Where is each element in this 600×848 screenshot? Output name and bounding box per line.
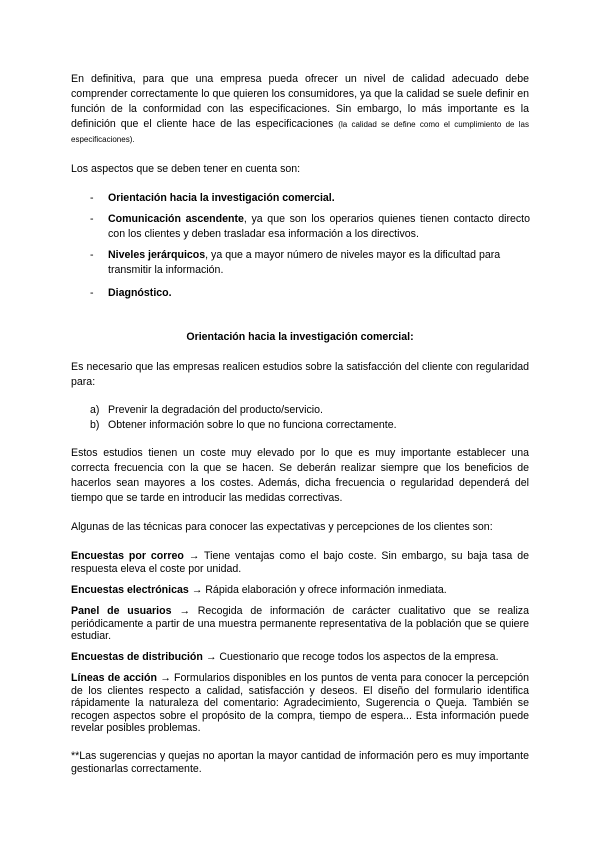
bullet-marker: - (90, 249, 94, 261)
technique-item (71, 672, 529, 735)
aspect-title: Comunicación ascendente (108, 213, 244, 225)
technique-item (71, 651, 529, 664)
technique-description: Tiene ventajas como el bajo coste. Sin embargo, su baja tasa de respuesta eleva el coste por unidad. (71, 550, 529, 575)
arrow-icon: → (160, 672, 171, 684)
technique-description: Rápida elaboración y ofrece información inmediata. (205, 584, 447, 596)
technique-term: Encuestas de distribución (71, 651, 203, 663)
intro-small-note: (la calidad se define como el cumplimiento de las especificaciones). (71, 120, 530, 144)
technique-term: Encuestas electrónicas (71, 584, 189, 596)
aspect-item (90, 248, 530, 278)
footnote: **Las sugerencias y quejas no aportan la mayor cantidad de información pero es muy importante gestionarlas correctamente. (71, 750, 529, 775)
technique-item (71, 584, 529, 597)
cost-paragraph: Estos estudios tienen un coste muy elevado por lo que es muy importante establecer una correcta frecuencia con la que se hacen. Se deberán realizar siempre que los beneficios de hacerlos sean mayores a los costes. Además, dicha frecuencia o regularidad dependerá del tiempo que se tarde en introducir las medidas correctivas. (71, 447, 529, 504)
purpose-text: Obtener información sobre lo que no funciona correctamente. (108, 419, 397, 431)
purpose-text: Prevenir la degradación del producto/servicio. (108, 404, 323, 416)
technique-item (71, 605, 529, 643)
list-marker: a) (90, 404, 100, 416)
aspects-intro: Los aspectos que se deben tener en cuenta son: (71, 163, 301, 175)
research-intro: Es necesario que las empresas realicen estudios sobre la satisfacción del cliente con regularidad para: (71, 361, 529, 388)
aspect-title: Orientación hacia la investigación comercial. (108, 192, 335, 204)
intro-text: En definitiva, para que una empresa pueda ofrecer un nivel de calidad adecuado debe comprender correctamente lo que quieren los consumidores, ya que la calidad se suele definir en función de la conformidad con las especificaciones. Sin embargo, lo más importante es la definición que el cliente hace de las especificaciones (71, 73, 529, 130)
aspect-description: , ya que son los operarios quienes tienen contacto directo con los clientes y deben trasladar esa información a los directivos. (108, 213, 530, 240)
bullet-marker: - (90, 213, 94, 225)
technique-term: Encuestas por correo (71, 550, 184, 562)
aspect-item (90, 191, 530, 206)
arrow-icon: → (179, 605, 190, 617)
techniques-intro: Algunas de las técnicas para conocer las expectativas y percepciones de los clientes son: (71, 521, 493, 533)
intro-paragraph (71, 72, 529, 147)
technique-description: Recogida de información de carácter cualitativo que se realiza periódicamente a partir de una muestra permanente representativa de la población que se quiere estudiar. (71, 605, 529, 642)
purpose-item (90, 403, 530, 418)
purpose-item (90, 418, 530, 433)
aspect-title: Niveles jerárquicos (108, 249, 206, 261)
arrow-icon: → (188, 550, 200, 562)
arrow-icon: → (205, 651, 217, 663)
technique-description: Cuestionario que recoge todos los aspectos de la empresa. (219, 651, 499, 663)
bullet-marker: - (90, 287, 94, 299)
bullet-marker: - (90, 192, 94, 204)
technique-term: Panel de usuarios (71, 605, 172, 617)
list-marker: b) (90, 419, 100, 431)
aspect-item (90, 212, 530, 242)
technique-term: Líneas de acción (71, 672, 157, 684)
aspect-item (90, 286, 530, 301)
technique-item (71, 550, 529, 575)
aspect-description: , ya que a mayor número de niveles mayor es la dificultad para transmitir la información. (108, 249, 501, 276)
aspect-title: Diagnóstico. (108, 287, 172, 299)
technique-description: Formularios disponibles en los puntos de venta para conocer la percepción de los clientes respecto a calidad, satisfacción y deseos. El diseño del formulario identifica rápidamente la naturaleza del comentario: Agradecimiento, Sugerencia o Queja. También se recogen aspectos sobre el propósito de la compra, tiempo de espera... Esta información puede revelar posibles problemas. (71, 672, 530, 734)
arrow-icon: → (191, 584, 203, 596)
section-heading: Orientación hacia la investigación comercial: (186, 331, 414, 343)
